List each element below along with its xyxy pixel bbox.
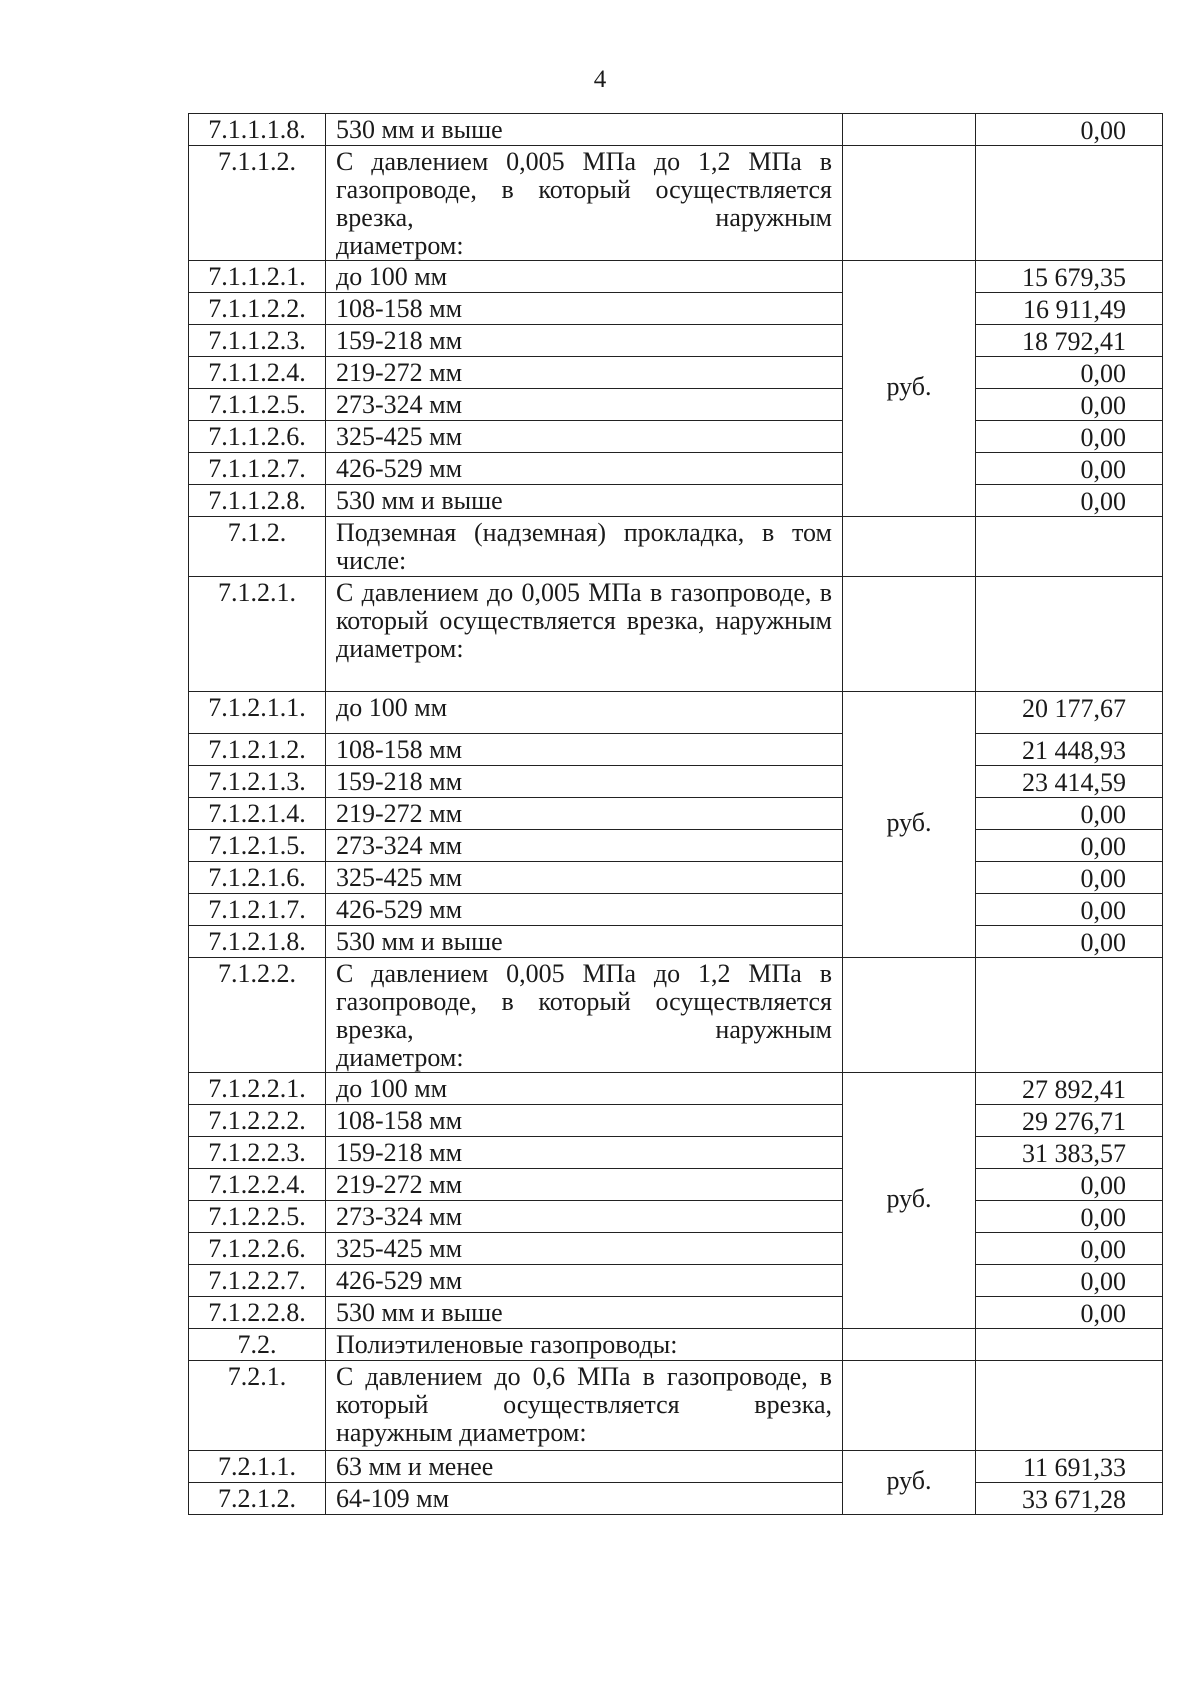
table-row (189, 1169, 1163, 1201)
row-name: 273-324 мм (326, 389, 843, 421)
row-name: 219-272 мм (326, 798, 843, 830)
row-value: 0,00 (976, 830, 1163, 862)
row-value (976, 958, 1163, 1073)
row-value: 0,00 (976, 1297, 1163, 1329)
row-name (326, 146, 843, 261)
row-code: 7.1.2.2.1. (189, 1073, 326, 1105)
row-code: 7.1.2.2.4. (189, 1169, 326, 1201)
row-name-text: С давлением 0,005 МПа до 1,2 МПа в газопроводе, в который осуществляется врезка, наружным (336, 959, 832, 1044)
row-name: 219-272 мм (326, 1169, 843, 1201)
row-code: 7.1.2.1.6. (189, 862, 326, 894)
table-row (189, 577, 1163, 692)
row-name: 530 мм и выше (326, 926, 843, 958)
row-name: 159-218 мм (326, 325, 843, 357)
table-row (189, 798, 1163, 830)
price-table (188, 113, 1163, 1515)
row-code: 7.1.2.1.1. (189, 692, 326, 734)
row-name: 530 мм и выше (326, 114, 843, 146)
row-name: 426-529 мм (326, 1265, 843, 1297)
row-code: 7.1.2. (189, 517, 326, 577)
row-code: 7.1.1.2.1. (189, 261, 326, 293)
table-row (189, 766, 1163, 798)
row-value: 0,00 (976, 862, 1163, 894)
row-value: 0,00 (976, 1169, 1163, 1201)
table-row (189, 517, 1163, 577)
row-value: 31 383,57 (976, 1137, 1163, 1169)
table-row (189, 261, 1163, 293)
row-code: 7.1.2.2.6. (189, 1233, 326, 1265)
row-value: 21 448,93 (976, 734, 1163, 766)
row-value: 0,00 (976, 926, 1163, 958)
unit-label: руб. (886, 807, 932, 837)
row-value (976, 1361, 1163, 1451)
row-code: 7.1.1.2.2. (189, 293, 326, 325)
row-value: 0,00 (976, 1201, 1163, 1233)
row-code: 7.1.2.1.3. (189, 766, 326, 798)
unit-label: руб. (886, 1465, 932, 1495)
table-row (189, 1361, 1163, 1451)
table-row (189, 1483, 1163, 1515)
row-value: 0,00 (976, 1233, 1163, 1265)
row-code: 7.1.2.1.7. (189, 894, 326, 926)
row-name: 108-158 мм (326, 734, 843, 766)
row-code: 7.1.1.2.5. (189, 389, 326, 421)
row-name (326, 517, 843, 577)
table-row (189, 485, 1163, 517)
unit-label: руб. (886, 1183, 932, 1213)
table-row (189, 958, 1163, 1073)
row-name-text: С давлением до 0,005 МПа в газопроводе, в который осуществляется врезка, наружным (336, 578, 832, 635)
row-name: 325-425 мм (326, 862, 843, 894)
table-row (189, 114, 1163, 146)
row-code: 7.1.2.1.5. (189, 830, 326, 862)
row-value: 33 671,28 (976, 1483, 1163, 1515)
table-row (189, 926, 1163, 958)
table-row (189, 692, 1163, 734)
unit-label: руб. (886, 371, 932, 401)
row-code: 7.1.2.1.4. (189, 798, 326, 830)
row-code: 7.2.1.1. (189, 1451, 326, 1483)
row-name: 219-272 мм (326, 357, 843, 389)
row-code: 7.2. (189, 1329, 326, 1361)
row-value: 23 414,59 (976, 766, 1163, 798)
row-name: 325-425 мм (326, 1233, 843, 1265)
row-code: 7.1.2.2.2. (189, 1105, 326, 1137)
table-row (189, 421, 1163, 453)
page-number: 4 (593, 66, 607, 93)
row-unit (843, 1361, 976, 1451)
row-name: до 100 мм (326, 1073, 843, 1105)
row-name (326, 958, 843, 1073)
row-code: 7.1.2.2.5. (189, 1201, 326, 1233)
row-name-text: С давлением до 0,6 МПа в газопроводе, в который осуществляется врезка, (336, 1362, 832, 1419)
row-name-text: С давлением 0,005 МПа до 1,2 МПа в газопроводе, в который осуществляется врезка, наружным (336, 147, 832, 232)
row-code: 7.1.1.2.8. (189, 485, 326, 517)
row-unit (843, 958, 976, 1073)
row-value: 18 792,41 (976, 325, 1163, 357)
row-value: 0,00 (976, 1265, 1163, 1297)
row-code: 7.1.1.2.6. (189, 421, 326, 453)
row-value (976, 146, 1163, 261)
row-value: 0,00 (976, 421, 1163, 453)
table-row (189, 357, 1163, 389)
row-value: 20 177,67 (976, 692, 1163, 734)
row-code: 7.1.1.2.4. (189, 357, 326, 389)
row-value: 0,00 (976, 389, 1163, 421)
table-row (189, 1233, 1163, 1265)
row-name: 273-324 мм (326, 1201, 843, 1233)
table-row (189, 389, 1163, 421)
row-name: 530 мм и выше (326, 1297, 843, 1329)
row-name: 426-529 мм (326, 453, 843, 485)
row-name: 325-425 мм (326, 421, 843, 453)
table-row (189, 830, 1163, 862)
table-row (189, 1105, 1163, 1137)
table-row (189, 1265, 1163, 1297)
row-name-last-line: числе: (336, 546, 407, 575)
row-name-last-line: диаметром: (336, 1043, 464, 1072)
row-name-last-line: наружным диаметром: (336, 1418, 587, 1447)
row-code: 7.1.2.2.7. (189, 1265, 326, 1297)
table-row (189, 1137, 1163, 1169)
row-code: 7.1.1.2.3. (189, 325, 326, 357)
table-row (189, 146, 1163, 261)
table-row (189, 734, 1163, 766)
row-name (326, 1361, 843, 1451)
unit-cell (843, 261, 976, 517)
row-unit (843, 517, 976, 577)
row-code: 7.1.2.1. (189, 577, 326, 692)
row-code: 7.1.2.2. (189, 958, 326, 1073)
row-name-last-line: диаметром: (336, 231, 464, 260)
row-value (976, 1329, 1163, 1361)
row-name: до 100 мм (326, 692, 843, 734)
row-name: 64-109 мм (326, 1483, 843, 1515)
row-name-text: Подземная (надземная) прокладка, в том (336, 518, 832, 547)
table-row (189, 1073, 1163, 1105)
row-value: 0,00 (976, 485, 1163, 517)
row-value: 0,00 (976, 114, 1163, 146)
row-unit (843, 577, 976, 692)
row-code: 7.2.1.2. (189, 1483, 326, 1515)
row-unit (843, 1329, 976, 1361)
row-name: 159-218 мм (326, 766, 843, 798)
row-value: 0,00 (976, 357, 1163, 389)
row-code: 7.1.2.1.2. (189, 734, 326, 766)
row-value (976, 577, 1163, 692)
row-value: 15 679,35 (976, 261, 1163, 293)
row-value: 16 911,49 (976, 293, 1163, 325)
row-value: 27 892,41 (976, 1073, 1163, 1105)
unit-cell (843, 1073, 976, 1329)
row-name: до 100 мм (326, 261, 843, 293)
row-name: 426-529 мм (326, 894, 843, 926)
row-value: 0,00 (976, 798, 1163, 830)
table-row (189, 1297, 1163, 1329)
table-row (189, 862, 1163, 894)
table-row (189, 894, 1163, 926)
row-code: 7.1.1.1.8. (189, 114, 326, 146)
table-row (189, 1451, 1163, 1483)
table-row (189, 1329, 1163, 1361)
unit-cell (843, 692, 976, 958)
row-unit (843, 114, 976, 146)
table-row (189, 453, 1163, 485)
row-name: Полиэтиленовые газопроводы: (326, 1329, 843, 1361)
unit-cell (843, 1451, 976, 1515)
row-code: 7.1.2.2.3. (189, 1137, 326, 1169)
row-code: 7.1.1.2. (189, 146, 326, 261)
row-value: 29 276,71 (976, 1105, 1163, 1137)
table-row (189, 1201, 1163, 1233)
row-unit (843, 146, 976, 261)
row-name: 530 мм и выше (326, 485, 843, 517)
row-name (326, 577, 843, 692)
row-name: 159-218 мм (326, 1137, 843, 1169)
table-row (189, 325, 1163, 357)
row-value: 0,00 (976, 453, 1163, 485)
row-code: 7.2.1. (189, 1361, 326, 1451)
row-name: 108-158 мм (326, 293, 843, 325)
row-value: 0,00 (976, 894, 1163, 926)
row-code: 7.1.2.2.8. (189, 1297, 326, 1329)
row-code: 7.1.2.1.8. (189, 926, 326, 958)
table-row (189, 293, 1163, 325)
row-name: 273-324 мм (326, 830, 843, 862)
row-name: 108-158 мм (326, 1105, 843, 1137)
row-code: 7.1.1.2.7. (189, 453, 326, 485)
row-value (976, 517, 1163, 577)
row-value: 11 691,33 (976, 1451, 1163, 1483)
row-name: 63 мм и менее (326, 1451, 843, 1483)
row-name-last-line: диаметром: (336, 634, 464, 663)
